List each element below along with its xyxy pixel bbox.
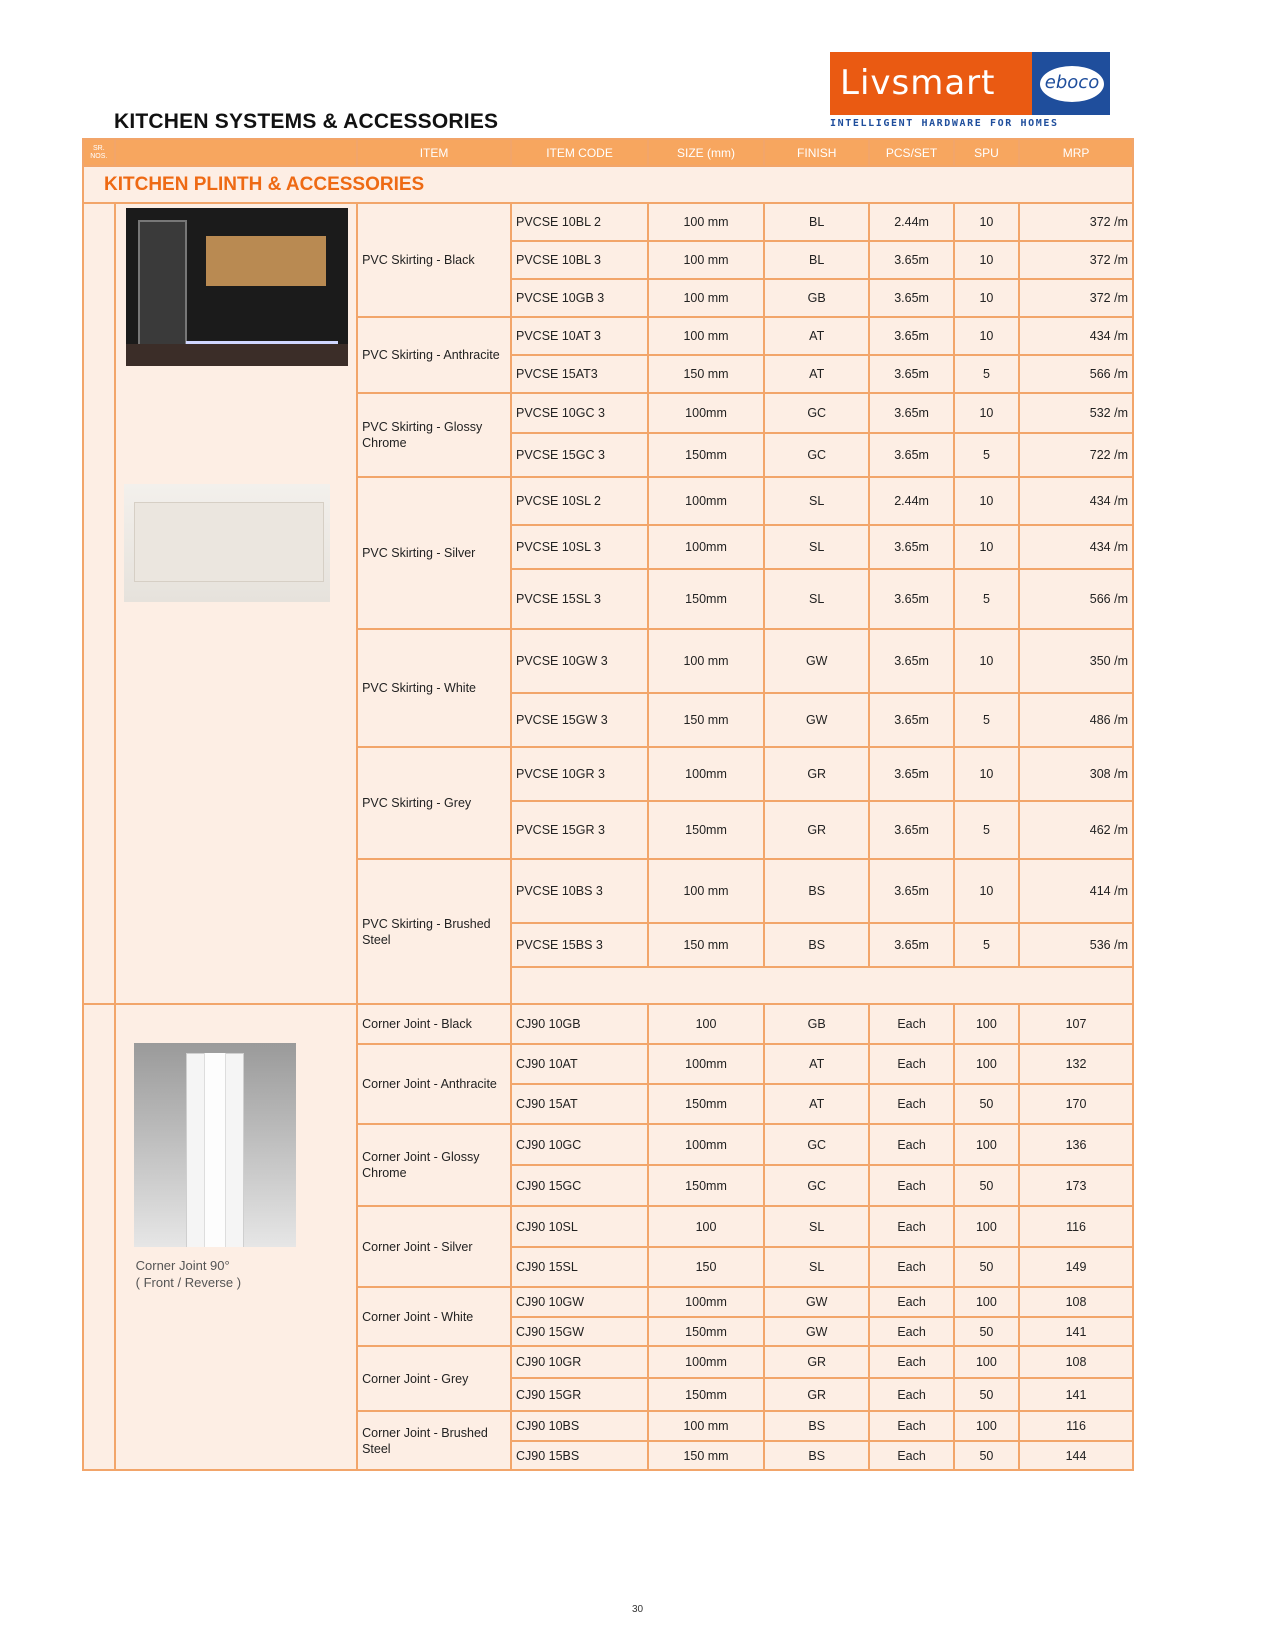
finish: GW — [764, 1287, 869, 1317]
price-table — [82, 138, 1134, 1471]
item-code: PVCSE 10BL 2 — [511, 203, 648, 241]
mrp: 434 /m — [1019, 525, 1133, 569]
item-code: CJ90 15GW — [511, 1317, 648, 1346]
item-name: PVC Skirting - White — [357, 629, 511, 747]
item-code: PVCSE 10BS 3 — [511, 859, 648, 923]
spu: 100 — [954, 1346, 1019, 1378]
spu: 10 — [954, 629, 1019, 693]
mrp: 566 /m — [1019, 569, 1133, 629]
spu: 10 — [954, 747, 1019, 801]
pcs-set: 2.44m — [869, 203, 953, 241]
spu: 10 — [954, 477, 1019, 525]
size: 150mm — [648, 1378, 764, 1411]
table-row — [83, 203, 1133, 241]
finish: GB — [764, 1004, 869, 1044]
item-code: PVCSE 15AT3 — [511, 355, 648, 393]
pcs-set: Each — [869, 1287, 953, 1317]
pcs-set: 3.65m — [869, 569, 953, 629]
pcs-set: Each — [869, 1084, 953, 1124]
skirting-image-cell — [115, 203, 357, 1004]
mrp: 144 — [1019, 1441, 1133, 1470]
spu: 10 — [954, 203, 1019, 241]
size: 150mm — [648, 1317, 764, 1346]
item-code: CJ90 15GR — [511, 1378, 648, 1411]
spu: 50 — [954, 1317, 1019, 1346]
size: 100mm — [648, 747, 764, 801]
size: 100 mm — [648, 203, 764, 241]
item-code: CJ90 10SL — [511, 1206, 648, 1247]
spu: 10 — [954, 525, 1019, 569]
finish: GR — [764, 801, 869, 859]
size: 150 mm — [648, 355, 764, 393]
header-item: ITEM — [357, 139, 511, 166]
finish: BL — [764, 203, 869, 241]
item-name: PVC Skirting - Glossy Chrome — [357, 393, 511, 477]
logo-blue-panel — [1032, 52, 1110, 115]
table-row — [83, 1004, 1133, 1044]
finish: AT — [764, 355, 869, 393]
finish: AT — [764, 1044, 869, 1084]
skirting-images — [120, 204, 352, 1003]
spu: 100 — [954, 1124, 1019, 1165]
spu: 10 — [954, 241, 1019, 279]
size: 100 mm — [648, 859, 764, 923]
size: 150mm — [648, 569, 764, 629]
pcs-set: 2.44m — [869, 477, 953, 525]
item-name: PVC Skirting - Grey — [357, 747, 511, 859]
pcs-set: Each — [869, 1411, 953, 1441]
item-code: PVCSE 15GW 3 — [511, 693, 648, 747]
logo-orange-panel — [830, 52, 1032, 115]
header-item-code: ITEM CODE — [511, 139, 648, 166]
pcs-set: 3.65m — [869, 525, 953, 569]
finish: BS — [764, 1441, 869, 1470]
mrp: 107 — [1019, 1004, 1133, 1044]
mrp: 116 — [1019, 1411, 1133, 1441]
mrp: 414 /m — [1019, 859, 1133, 923]
item-name: Corner Joint - Brushed Steel — [357, 1411, 511, 1470]
finish: BS — [764, 1411, 869, 1441]
item-name: Corner Joint - White — [357, 1287, 511, 1346]
mrp: 108 — [1019, 1287, 1133, 1317]
mrp: 536 /m — [1019, 923, 1133, 967]
item-code: PVCSE 10BL 3 — [511, 241, 648, 279]
spu: 10 — [954, 279, 1019, 317]
finish: SL — [764, 525, 869, 569]
brand-tagline: INTELLIGENT HARDWARE FOR HOMES — [830, 118, 1059, 129]
spu: 5 — [954, 923, 1019, 967]
mrp: 372 /m — [1019, 203, 1133, 241]
page-number: 30 — [631, 1604, 644, 1615]
section-row — [83, 166, 1133, 203]
mrp: 308 /m — [1019, 747, 1133, 801]
finish: GR — [764, 747, 869, 801]
mrp: 170 — [1019, 1084, 1133, 1124]
finish: AT — [764, 317, 869, 355]
item-name: PVC Skirting - Anthracite — [357, 317, 511, 393]
mrp: 722 /m — [1019, 433, 1133, 477]
item-code: PVCSE 10AT 3 — [511, 317, 648, 355]
corner-joint-photo — [134, 1043, 296, 1247]
item-name: PVC Skirting - Black — [357, 203, 511, 317]
finish: GC — [764, 1124, 869, 1165]
corner-joint-images — [120, 1005, 352, 1469]
section-title: KITCHEN PLINTH & ACCESSORIES — [83, 166, 1133, 203]
spu: 5 — [954, 569, 1019, 629]
pcs-set: 3.65m — [869, 629, 953, 693]
item-code: CJ90 10GC — [511, 1124, 648, 1165]
finish: SL — [764, 477, 869, 525]
finish: GB — [764, 279, 869, 317]
pcs-set: Each — [869, 1165, 953, 1206]
pcs-set: Each — [869, 1317, 953, 1346]
size: 150 mm — [648, 693, 764, 747]
spu: 5 — [954, 801, 1019, 859]
item-code: CJ90 10BS — [511, 1411, 648, 1441]
header-finish: FINISH — [764, 139, 869, 166]
mrp: 108 — [1019, 1346, 1133, 1378]
item-code: PVCSE 10GC 3 — [511, 393, 648, 433]
mrp: 141 — [1019, 1317, 1133, 1346]
mrp: 532 /m — [1019, 393, 1133, 433]
finish: GR — [764, 1346, 869, 1378]
size: 100 — [648, 1004, 764, 1044]
sr-cell — [83, 1004, 115, 1470]
finish: AT — [764, 1084, 869, 1124]
spu: 10 — [954, 859, 1019, 923]
item-code: PVCSE 10SL 2 — [511, 477, 648, 525]
pcs-set: 3.65m — [869, 923, 953, 967]
item-name: Corner Joint - Black — [357, 1004, 511, 1044]
item-code: CJ90 10GW — [511, 1287, 648, 1317]
spu: 5 — [954, 693, 1019, 747]
logo-wordmark: Livsmart — [840, 63, 996, 103]
item-code: CJ90 10GB — [511, 1004, 648, 1044]
sr-cell — [83, 203, 115, 1004]
pcs-set: Each — [869, 1346, 953, 1378]
finish: BS — [764, 923, 869, 967]
mrp: 372 /m — [1019, 279, 1133, 317]
blank-cell — [511, 967, 1133, 1004]
finish: SL — [764, 569, 869, 629]
finish: GR — [764, 1378, 869, 1411]
finish: GW — [764, 629, 869, 693]
size: 100mm — [648, 1044, 764, 1084]
item-name: Corner Joint - Anthracite — [357, 1044, 511, 1124]
finish: SL — [764, 1247, 869, 1287]
header-image — [115, 139, 357, 166]
size: 100 mm — [648, 279, 764, 317]
item-name: PVC Skirting - Silver — [357, 477, 511, 629]
item-code: PVCSE 10GW 3 — [511, 629, 648, 693]
item-code: CJ90 15BS — [511, 1441, 648, 1470]
spu: 50 — [954, 1247, 1019, 1287]
item-name: Corner Joint - Glossy Chrome — [357, 1124, 511, 1206]
item-code: PVCSE 15BS 3 — [511, 923, 648, 967]
spu: 100 — [954, 1044, 1019, 1084]
pcs-set: Each — [869, 1378, 953, 1411]
mrp: 462 /m — [1019, 801, 1133, 859]
size: 150 mm — [648, 923, 764, 967]
page-title: KITCHEN SYSTEMS & ACCESSORIES — [114, 110, 499, 133]
corner-joint-caption — [136, 1257, 241, 1291]
mrp: 141 — [1019, 1378, 1133, 1411]
item-code: PVCSE 10GB 3 — [511, 279, 648, 317]
size: 150 — [648, 1247, 764, 1287]
size: 100mm — [648, 1124, 764, 1165]
size: 100 mm — [648, 241, 764, 279]
size: 100mm — [648, 477, 764, 525]
item-code: CJ90 10GR — [511, 1346, 648, 1378]
mrp: 136 — [1019, 1124, 1133, 1165]
mrp: 132 — [1019, 1044, 1133, 1084]
pcs-set: Each — [869, 1004, 953, 1044]
pcs-set: 3.65m — [869, 747, 953, 801]
size: 100mm — [648, 525, 764, 569]
spu: 5 — [954, 355, 1019, 393]
pcs-set: 3.65m — [869, 317, 953, 355]
size: 100mm — [648, 1287, 764, 1317]
size: 100 mm — [648, 317, 764, 355]
finish: BS — [764, 859, 869, 923]
size: 100 mm — [648, 629, 764, 693]
finish: SL — [764, 1206, 869, 1247]
pcs-set: Each — [869, 1247, 953, 1287]
item-name: Corner Joint - Grey — [357, 1346, 511, 1411]
spu: 50 — [954, 1165, 1019, 1206]
pcs-set: 3.65m — [869, 355, 953, 393]
caption-line-1: Corner Joint 90° — [135, 1258, 230, 1273]
item-name: PVC Skirting - Brushed Steel — [357, 859, 511, 1004]
caption-line-2: ( Front / Reverse ) — [135, 1275, 242, 1290]
pcs-set: 3.65m — [869, 801, 953, 859]
header-size: SIZE (mm) — [648, 139, 764, 166]
table-header-row — [83, 139, 1133, 166]
pcs-set: Each — [869, 1441, 953, 1470]
size: 100 — [648, 1206, 764, 1247]
finish: GW — [764, 693, 869, 747]
header-mrp: MRP — [1019, 139, 1133, 166]
corner-joint-image-cell — [115, 1004, 357, 1470]
spu: 100 — [954, 1004, 1019, 1044]
size: 100mm — [648, 393, 764, 433]
pcs-set: 3.65m — [869, 241, 953, 279]
item-code: PVCSE 15GC 3 — [511, 433, 648, 477]
size: 150mm — [648, 433, 764, 477]
spu: 100 — [954, 1287, 1019, 1317]
spu: 100 — [954, 1411, 1019, 1441]
size: 150mm — [648, 1165, 764, 1206]
item-code: CJ90 15AT — [511, 1084, 648, 1124]
spu: 50 — [954, 1084, 1019, 1124]
size: 150mm — [648, 1084, 764, 1124]
pcs-set: Each — [869, 1206, 953, 1247]
kitchen-photo — [126, 208, 348, 366]
pcs-set: Each — [869, 1124, 953, 1165]
item-code: PVCSE 15SL 3 — [511, 569, 648, 629]
logo-badge-text: eboco — [1044, 72, 1100, 93]
pcs-set: Each — [869, 1044, 953, 1084]
pcs-set: 3.65m — [869, 279, 953, 317]
header-spu: SPU — [954, 139, 1019, 166]
skirting-panel-photo — [124, 484, 330, 602]
item-code: PVCSE 10GR 3 — [511, 747, 648, 801]
mrp: 149 — [1019, 1247, 1133, 1287]
mrp: 116 — [1019, 1206, 1133, 1247]
item-code: CJ90 15GC — [511, 1165, 648, 1206]
spu: 10 — [954, 317, 1019, 355]
header-pcs-set: PCS/SET — [869, 139, 953, 166]
size: 100 mm — [648, 1411, 764, 1441]
item-name: Corner Joint - Silver — [357, 1206, 511, 1287]
pcs-set: 3.65m — [869, 693, 953, 747]
spu: 50 — [954, 1378, 1019, 1411]
finish: GC — [764, 1165, 869, 1206]
finish: GW — [764, 1317, 869, 1346]
finish: BL — [764, 241, 869, 279]
spu: 100 — [954, 1206, 1019, 1247]
item-code: CJ90 15SL — [511, 1247, 648, 1287]
size: 150mm — [648, 801, 764, 859]
mrp: 350 /m — [1019, 629, 1133, 693]
spu: 50 — [954, 1441, 1019, 1470]
logo-badge — [1040, 66, 1104, 102]
mrp: 372 /m — [1019, 241, 1133, 279]
mrp: 486 /m — [1019, 693, 1133, 747]
finish: GC — [764, 393, 869, 433]
mrp: 173 — [1019, 1165, 1133, 1206]
mrp: 434 /m — [1019, 317, 1133, 355]
item-code: PVCSE 10SL 3 — [511, 525, 648, 569]
spu: 5 — [954, 433, 1019, 477]
size: 150 mm — [648, 1441, 764, 1470]
pcs-set: 3.65m — [869, 433, 953, 477]
finish: GC — [764, 433, 869, 477]
size: 100mm — [648, 1346, 764, 1378]
header-sr: SR. NOS. — [83, 139, 115, 166]
mrp: 566 /m — [1019, 355, 1133, 393]
spu: 10 — [954, 393, 1019, 433]
mrp: 434 /m — [1019, 477, 1133, 525]
pcs-set: 3.65m — [869, 859, 953, 923]
item-code: PVCSE 15GR 3 — [511, 801, 648, 859]
pcs-set: 3.65m — [869, 393, 953, 433]
item-code: CJ90 10AT — [511, 1044, 648, 1084]
brand-logo — [830, 52, 1110, 115]
